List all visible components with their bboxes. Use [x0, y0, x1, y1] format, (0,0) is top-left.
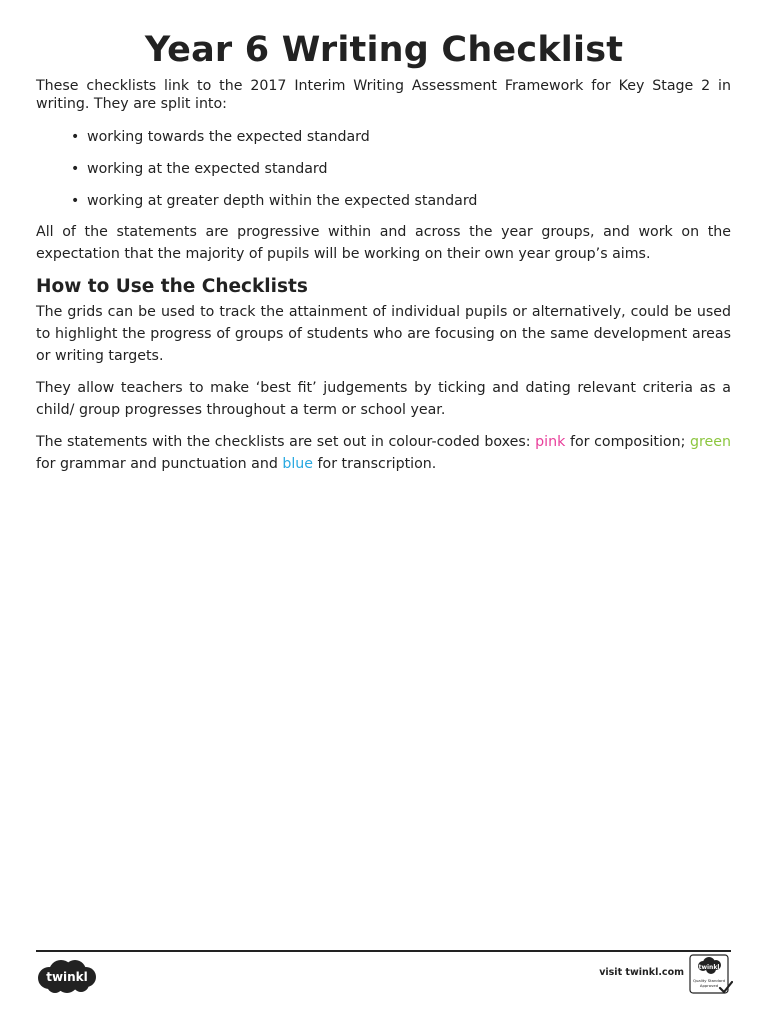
colour-code-text: The statements with the checklists are set out in colour-coded boxes: — [36, 434, 536, 450]
list-item-text: working towards the expected standard — [87, 129, 370, 145]
bullet-icon: • — [71, 129, 80, 145]
twinkl-logo[interactable] — [37, 958, 97, 994]
logo-text: twinkl — [46, 970, 88, 984]
visit-link[interactable]: visit twinkl.com — [599, 967, 684, 978]
standards-list — [36, 121, 731, 217]
bullet-icon: • — [71, 161, 80, 177]
document-body — [36, 77, 731, 475]
best-fit-paragraph: They allow teachers to make ‘best fit’ judgements by ticking and dating relevant criteria as a child/ group progresses throughout a term or school year. — [36, 380, 731, 418]
badge-line2-text: Approved — [699, 983, 719, 988]
colour-code-text: for composition; — [565, 434, 691, 450]
blue-label: blue — [282, 456, 314, 472]
grids-paragraph: The grids can be used to track the attainment of individual pupils or alternatively, could be used to highlight the progress of groups of students who are focusing on the same development areas or writing targets. — [36, 304, 731, 364]
statements-paragraph: All of the statements are progressive within and across the year groups, and work on the expectation that the majority of pupils will be working on their own year group’s aims. — [36, 224, 731, 262]
bullet-icon: • — [71, 193, 80, 209]
page-title: Year 6 Writing Checklist — [144, 30, 624, 70]
list-item-text: working at the expected standard — [87, 161, 328, 177]
quality-standard-badge — [689, 954, 733, 996]
list-item — [36, 121, 731, 153]
badge-brand-text: twinkl — [698, 964, 720, 971]
list-item — [36, 153, 731, 185]
colour-code-text: for transcription. — [313, 456, 437, 472]
section-heading: How to Use the Checklists — [36, 276, 308, 297]
intro-paragraph: These checklists link to the 2017 Interim Writing Assessment Framework for Key Stage 2 in writing. They are split into: — [36, 78, 731, 112]
list-item — [36, 185, 731, 217]
colour-code-paragraph — [36, 431, 731, 475]
list-item-text: working at greater depth within the expected standard — [87, 193, 478, 209]
green-label: green — [690, 434, 731, 450]
badge-line1-text: Quality Standard — [692, 978, 726, 983]
footer-divider — [36, 950, 731, 952]
pink-label: pink — [535, 434, 566, 450]
colour-code-text: for grammar and punctuation and — [36, 456, 283, 472]
